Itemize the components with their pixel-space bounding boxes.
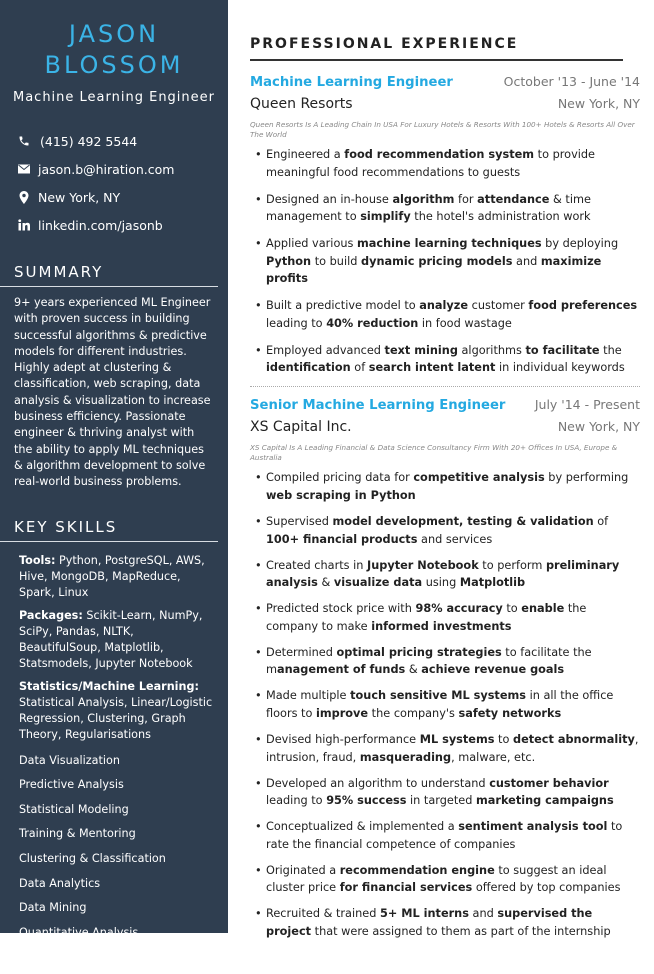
job-bullets: [250, 146, 640, 377]
linkedin-link[interactable]: linkedin.com/jasonb: [38, 217, 163, 233]
skill-item: Statistical Modeling: [19, 802, 129, 816]
bullet-item: • Built a predictive model to analyze customer food preferences leading to 40% reduction in food wastage: [250, 297, 640, 332]
skill-item: Data Visualization: [19, 753, 120, 767]
summary-heading: SUMMARY: [0, 263, 218, 287]
email-link[interactable]: jason.b@hiration.com: [38, 161, 175, 177]
key-skills-heading: KEY SKILLS: [0, 518, 218, 542]
main-content: [250, 0, 640, 949]
bullet-item: • Developed an algorithm to understand customer behavior leading to 95% success in targeted marketing campaigns: [250, 775, 640, 810]
sidebar: [0, 0, 228, 964]
job-dates: October '13 - June '14: [503, 74, 640, 89]
bullet-item: • Made multiple touch sensitive ML systems in all the office floors to improve the company's safety networks: [250, 687, 640, 722]
skill-stats-label: Statistics/Machine Learning:: [19, 679, 199, 693]
job-location: New York, NY: [557, 96, 640, 111]
job-bullets: [250, 469, 640, 940]
job-company: XS Capital Inc.: [250, 419, 352, 436]
job-divider: [250, 386, 640, 387]
bullet-item: • Recruited & trained 5+ ML interns and supervised the project that were assigned to them as part of the internship: [250, 905, 640, 940]
company-description: Queen Resorts Is A Leading Chain In USA For Luxury Hotels & Resorts With 100+ Hotels & Resorts All Over The World: [250, 120, 635, 139]
skill-item: Quantitative Analysis: [19, 925, 139, 939]
skill-packages: [19, 608, 218, 672]
phone-icon: [18, 135, 30, 147]
skill-packages-text: Scikit-Learn, NumPy, SciPy, Pandas, NLTK, BeautifulSoup, Matplotlib, Statsmodels, Jupyter Notebook: [19, 608, 203, 670]
skill-item: Clustering & Classification: [19, 851, 166, 865]
bullet-item: • Created charts in Jupyter Notebook to perform preliminary analysis & visualize data using Matplotlib: [250, 557, 640, 592]
skills-list: [0, 542, 228, 974]
bullet-item: • Predicted stock price with 98% accuracy to enable the company to make informed investments: [250, 600, 640, 635]
job-company: Queen Resorts: [250, 96, 353, 112]
job-role: Senior Machine Learning Engineer: [250, 398, 506, 414]
job-dates: July '14 - Present: [534, 397, 640, 413]
bullet-item: • Applied various machine learning techniques by deploying Python to build dynamic pricing models and maximize profits: [250, 235, 640, 288]
summary-text: 9+ years experienced ML Engineer with proven success in building successful algorithms & predictive models for different industries. Highly adept at clustering & classification, web scraping, data analysis & visualization to increase business efficiency. Passionate engineer & thriving analyst with the ability to apply ML techniques & algorithm development to solve real-world business problems.: [14, 296, 211, 489]
experience-heading: PROFESSIONAL EXPERIENCE: [250, 36, 623, 61]
bullet-item: • Originated a recommendation engine to suggest an ideal cluster price for financial services offered by top companies: [250, 862, 640, 897]
job-entry-xs-capital: [250, 397, 640, 940]
linkedin-row: [18, 211, 228, 239]
skill-tools-text: Python, PostgreSQL, AWS, Hive, MongoDB, MapReduce, Spark, Linux: [19, 553, 205, 599]
linkedin-icon: [18, 219, 30, 231]
bullet-item: • Employed advanced text mining algorithms to facilitate the identification of search intent latent in individual keywords: [250, 342, 640, 377]
skill-tools-label: Tools:: [19, 553, 56, 567]
job-title: Machine Learning Engineer: [12, 90, 216, 105]
skill-tools: [19, 553, 218, 601]
bullet-item: • Designed an in-house algorithm for attendance & time management to simplify the hotel's administration work: [250, 191, 640, 226]
skill-item: Data Analytics: [19, 876, 101, 890]
skill-item: Data Mining: [19, 901, 87, 915]
phone-text: (415) 492 5544: [40, 133, 138, 149]
first-name: JASON: [68, 20, 160, 48]
company-description: XS Capital Is A Leading Financial & Data Science Consultancy Firm With 20+ Offices In USA, Europe & Australia: [250, 443, 618, 463]
job-location: New York, NY: [557, 419, 640, 435]
bullet-item: • Supervised model development, testing & validation of 100+ financial products and services: [250, 513, 640, 548]
skill-item: Training & Mentoring: [19, 827, 136, 841]
job-role: Machine Learning Engineer: [250, 75, 453, 90]
last-name: BLOSSOM: [44, 51, 184, 79]
skill-item: Predictive Analysis: [19, 778, 124, 792]
phone-row: [18, 127, 228, 155]
bullet-item: • Engineered a food recommendation system to provide meaningful food recommendations to guests: [250, 146, 640, 181]
bullet-item: • Determined optimal pricing strategies to facilitate the management of funds & achieve revenue goals: [250, 644, 640, 679]
location-text: New York, NY: [38, 189, 121, 205]
location-row: [18, 183, 228, 211]
job-entry-queen-resorts: [250, 74, 640, 377]
bullet-item: • Compiled pricing data for competitive analysis by performing web scraping in Python: [250, 469, 640, 504]
email-row: [18, 155, 228, 183]
contact-info: [0, 127, 228, 239]
bullet-item: • Devised high-performance ML systems to detect abnormality, intrusion, fraud, masquerading, malware, etc.: [250, 731, 640, 766]
skill-stats: [19, 679, 218, 743]
location-pin-icon: [18, 191, 30, 204]
skill-item: Web Scraping: [19, 950, 97, 964]
email-icon: [18, 164, 30, 174]
bullet-item: • Conceptualized & implemented a sentiment analysis tool to rate the financial competence of companies: [250, 818, 640, 853]
skill-stats-text: Statistical Analysis, Linear/Logistic Regression, Clustering, Graph Theory, Regularisations: [19, 695, 213, 741]
skill-packages-label: Packages:: [19, 608, 83, 622]
